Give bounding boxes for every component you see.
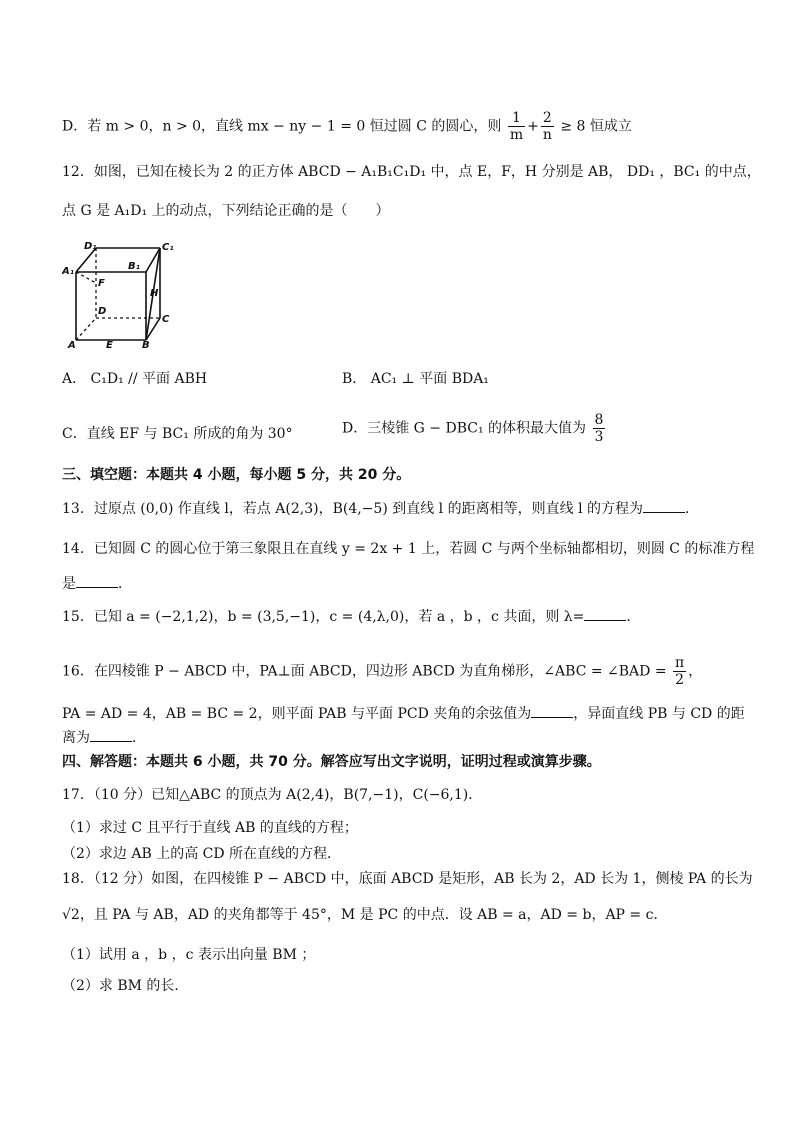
section-4-heading: 四、解答题：本题共 6 小题，共 70 分。解答应写出文字说明，证明过程或演算步骤。 [62, 754, 601, 770]
q12-stem-line2: 点 G 是 A₁D₁ 上的动点，下列结论正确的是（ ） [62, 203, 390, 219]
q16-line1 [62, 655, 702, 688]
frac-den: 2 [675, 672, 685, 688]
label-d1: D₁ [84, 241, 97, 252]
q18-line2: √2，且 PA 与 AB，AD 的夹角都等于 45°，M 是 PC 的中点．设 AB = a，AD = b，AP = c． [62, 907, 668, 923]
q12-option-b: B． AC₁ ⊥ 平面 BDA₁ [342, 371, 489, 387]
answer-blank [76, 573, 118, 588]
fraction-2-over-n [541, 110, 554, 143]
q12-option-c: C．直线 EF 与 BC₁ 所成的角为 30° [62, 426, 293, 442]
q16-text: 离为 [62, 730, 90, 746]
label-b: B [142, 340, 150, 350]
q16-line2 [62, 703, 745, 724]
q15-end: ． [626, 609, 641, 625]
answer-blank [643, 498, 685, 513]
fraction-8-over-3 [593, 412, 606, 445]
q17-stem: 17．（10 分）已知△ABC 的顶点为 A(2,4)，B(7,−1)，C(−6,1)． [62, 787, 483, 803]
frac-den: n [542, 127, 552, 143]
answer-blank [90, 727, 132, 742]
frac-num: 8 [594, 412, 604, 428]
q12-option-a: A． C₁D₁ // 平面 ABH [62, 371, 208, 387]
q12-option-d [342, 412, 607, 445]
plus-sign: + [527, 118, 539, 135]
label-d: D [98, 306, 107, 317]
section-3-heading: 三、填空题：本题共 4 小题，每小题 5 分，共 20 分。 [62, 467, 411, 483]
label-a: A [68, 340, 76, 350]
q11-option-d [62, 110, 632, 143]
q12-option-d-text: D．三棱锥 G − DBC₁ 的体积最大值为 [342, 420, 587, 437]
answer-blank [584, 606, 626, 621]
label-f: F [98, 278, 105, 289]
seg-a1-f-hidden [76, 272, 96, 283]
fraction-pi-over-2 [673, 655, 686, 688]
q13-end: ． [685, 501, 699, 517]
q12-stem-line1: 12．如图，已知在棱长为 2 的正方体 ABCD − A₁B₁C₁D₁ 中，点 E，F，H 分别是 AB， DD₁ ，BC₁ 的中点， [62, 164, 761, 180]
q18-part1: （1）试用 a ，b ，c 表示出向量 BM ； [62, 947, 316, 963]
q15-text: 15．已知 a = (−2,1,2)，b = (3,5,−1)，c = (4,λ,0)，若 a ，b ，c 共面，则 λ= [62, 609, 585, 625]
q17-part1: （1）求过 C 且平行于直线 AB 的直线的方程； [62, 820, 358, 836]
q16-line3 [62, 727, 146, 748]
q13-text: 13．过原点 (0,0) 作直线 l，若点 A(2,3)，B(4,−5) 到直线 l 的距离相等，则直线 l 的方程为 [62, 501, 643, 517]
q16-text-2: ，异面直线 PB 与 CD 的距 [573, 706, 745, 722]
q16-end: ． [132, 730, 146, 746]
q15 [62, 606, 640, 627]
frac-num: π [675, 655, 685, 671]
label-c1: C₁ [162, 242, 174, 253]
q18-line1: 18．（12 分）如图，在四棱锥 P − ABCD 中，底面 ABCD 是矩形，AB 长为 2，AD 长为 1，侧棱 PA 的长为 [62, 871, 753, 887]
q17-part2: （2）求边 AB 上的高 CD 所在直线的方程． [62, 846, 342, 862]
q11-option-d-end: ≥ 8 恒成立 [560, 118, 632, 135]
label-c: C [162, 314, 170, 325]
q14-line2 [62, 573, 132, 594]
answer-blank [531, 703, 573, 718]
label-a1: A₁ [62, 266, 75, 277]
q18-part2: （2）求 BM 的长． [62, 978, 189, 994]
q11-option-d-text: D．若 m > 0，n > 0，直线 mx − ny − 1 = 0 恒过圆 C 的圆心，则 [62, 118, 502, 135]
q16-text: 16．在四棱锥 P − ABCD 中，PA⊥面 ABCD，四边形 ABCD 为直角梯形，∠ABC = ∠BAD = [62, 663, 667, 680]
frac-num: 2 [541, 110, 554, 127]
label-e: E [106, 340, 113, 350]
q14-end: ． [118, 576, 132, 592]
q13 [62, 498, 699, 519]
q16-text: PA = AD = 4，AB = BC = 2，则平面 PAB 与平面 PCD 夹角的余弦值为 [62, 706, 532, 722]
frac-den: m [509, 127, 524, 143]
label-h: H [150, 288, 159, 299]
frac-den: 3 [594, 429, 604, 445]
frac-num: 1 [508, 110, 525, 127]
q14-line1: 14．已知圆 C 的圆心位于第三象限且在直线 y = 2x + 1 上，若圆 C 与两个坐标轴都相切，则圆 C 的标准方程 [62, 541, 755, 557]
fraction-1-over-m [508, 110, 525, 143]
cube-figure [62, 238, 182, 350]
edge-a-d-hidden [76, 318, 96, 340]
label-b1: B₁ [128, 261, 141, 272]
q16-comma: ， [688, 663, 703, 680]
q14-text: 是 [62, 576, 76, 592]
